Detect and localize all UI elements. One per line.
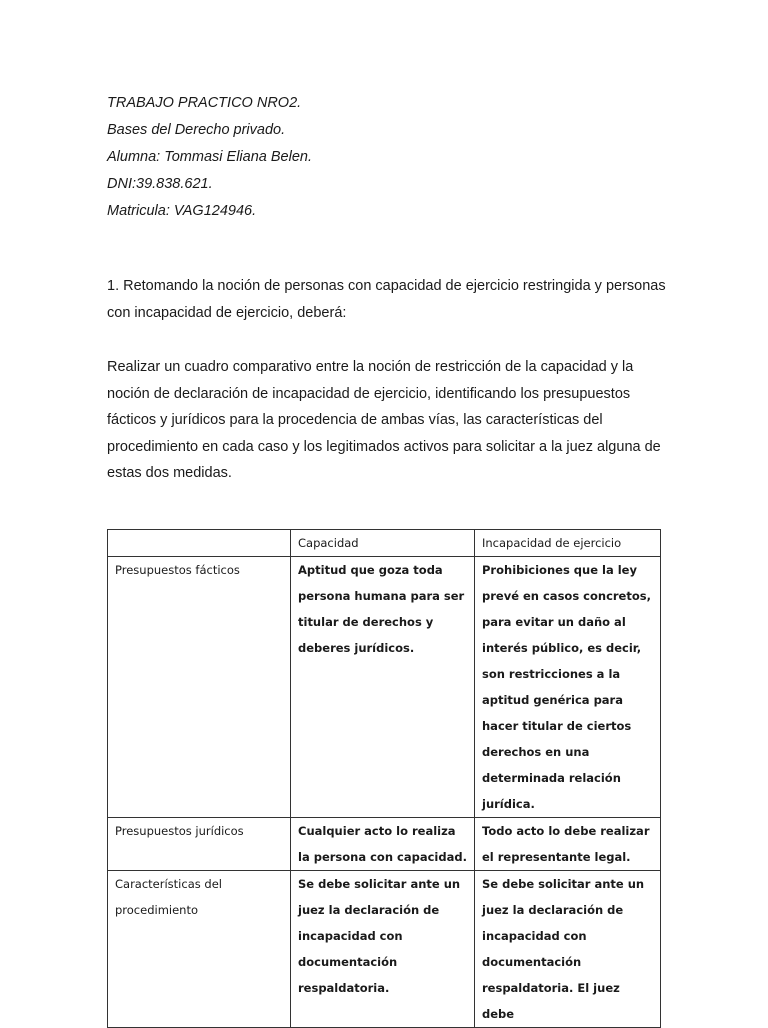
table-row — [108, 557, 661, 818]
comparison-table — [107, 529, 661, 1028]
header-cell-incapacidad: Incapacidad de ejercicio — [475, 530, 661, 557]
header-dni: DNI:39.838.621. — [107, 176, 213, 192]
header-cell-empty — [108, 530, 291, 557]
cell-capacidad: Se debe solicitar ante un juez la declaración de incapacidad con documentación respaldatoria. — [291, 871, 475, 1028]
cell-incapacidad: Todo acto lo debe realizar el representante legal. — [475, 818, 661, 871]
table-header-row — [108, 530, 661, 557]
cell-capacidad: Cualquier acto lo realiza la persona con capacidad. — [291, 818, 475, 871]
header-student: Alumna: Tommasi Eliana Belen. — [107, 149, 312, 165]
header-matricula: Matricula: VAG124946. — [107, 203, 257, 219]
cell-incapacidad: Se debe solicitar ante un juez la declaración de incapacidad con documentación respaldatoria. El juez debe — [475, 871, 661, 1028]
row-label: Presupuestos fácticos — [108, 557, 291, 818]
table-row — [108, 818, 661, 871]
table-row — [108, 871, 661, 1028]
header-title: TRABAJO PRACTICO NRO2. — [107, 95, 302, 111]
header-cell-capacidad: Capacidad — [291, 530, 475, 557]
cell-incapacidad: Prohibiciones que la ley prevé en casos concretos, para evitar un daño al interés público, es decir, son restricciones a la aptitud genérica para hacer titular de ciertos derechos en una determinada relación jurídica. — [475, 557, 661, 818]
cell-capacidad: Aptitud que goza toda persona humana para ser titular de derechos y deberes jurídicos. — [291, 557, 475, 818]
instructions-paragraph: Realizar un cuadro comparativo entre la noción de restricción de la capacidad y la noción de declaración de incapacidad de ejercicio, identificando los presupuestos fácticos y jurídicos para la procedencia de ambas vías, las características del procedimiento en cada caso y los legitimados activos para solicitar a la juez alguna de estas dos medidas. — [107, 359, 661, 481]
row-label: Características del procedimiento — [108, 871, 291, 1028]
row-label: Presupuestos jurídicos — [108, 818, 291, 871]
header-subject: Bases del Derecho privado. — [107, 122, 286, 138]
question-paragraph: 1. Retomando la noción de personas con capacidad de ejercicio restringida y personas con incapacidad de ejercicio, deberá: — [107, 278, 666, 321]
document-header — [107, 90, 312, 225]
